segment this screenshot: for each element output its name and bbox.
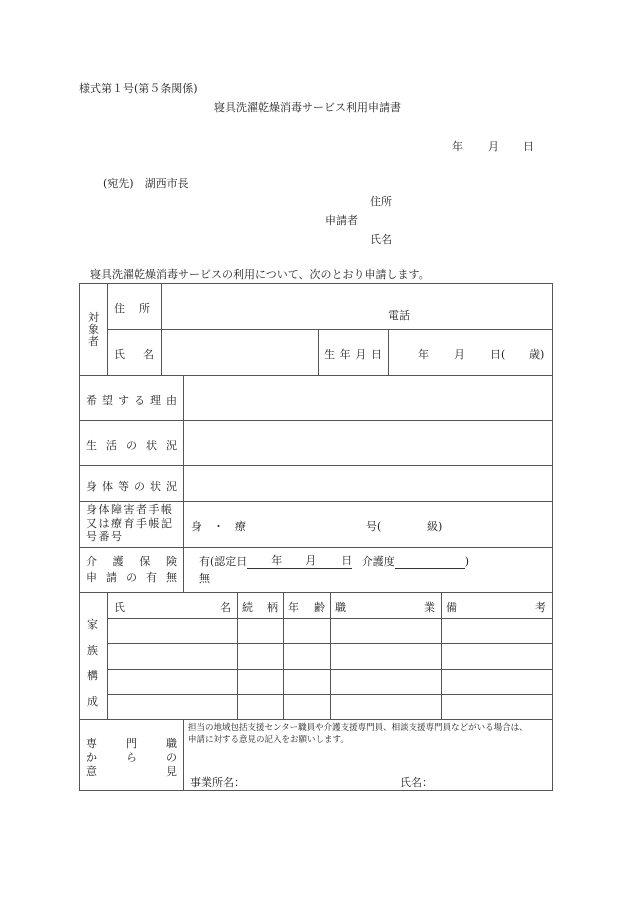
- table-row[interactable]: [108, 670, 552, 694]
- office-name-label: 事業所名：: [190, 776, 245, 789]
- family-header-relation: 続 柄: [242, 601, 278, 614]
- subject-address-label: 住 所: [114, 302, 150, 315]
- phone-label: 電話: [388, 309, 410, 322]
- family-header-name: 氏 名: [114, 601, 231, 614]
- applicant-label: 申請者: [325, 214, 358, 227]
- family-header-occupation: 職 業: [335, 601, 435, 614]
- age: 歳): [529, 348, 545, 361]
- family-header-remarks: 備 考: [446, 601, 546, 614]
- birth-month: 月: [454, 348, 465, 361]
- birth-year: 年: [418, 348, 429, 361]
- addressee: (宛先) 湖西市長: [103, 177, 189, 190]
- date-month: 月: [488, 140, 499, 153]
- living-field[interactable]: [184, 421, 552, 465]
- expert-note: 担当の地域包括支援センター職員や介護支援専門員、相談支援専門員などがいる場合は、 申請に対する意見の記入をお願いします。: [188, 723, 528, 745]
- insurance-yes: 有(認定日 年 月 日 介護度 ): [199, 554, 470, 568]
- body-field[interactable]: [184, 466, 552, 501]
- birth-date-label: 生 年 月 日: [324, 348, 382, 361]
- expert-label: 専 門 職 か ら の 意 見: [86, 737, 177, 778]
- insurance-no: 無: [199, 572, 210, 585]
- family-header-age: 年 齢: [288, 601, 325, 614]
- subject-name-field[interactable]: [162, 330, 318, 375]
- subject-name-label: 氏 名: [114, 348, 154, 361]
- birth-day: 日(: [490, 348, 506, 361]
- date-day: 日: [523, 140, 534, 153]
- care-level-field[interactable]: [395, 557, 465, 569]
- family-group-label: 家 族 構 成: [87, 618, 98, 708]
- expert-name-label: 氏名：: [400, 776, 433, 789]
- table-row[interactable]: [108, 644, 552, 669]
- handbook-number: 号(: [366, 520, 382, 533]
- insurance-label-line2: 申 請 の 有 無: [86, 571, 177, 584]
- handbook-grade: 級): [427, 520, 443, 533]
- handbook-label: 身体障害者手帳 又は療育手帳記 号番号: [86, 503, 174, 543]
- form-number: 様式第１号(第５条関係): [79, 82, 198, 95]
- insurance-label-line1: 介 護 保 険: [86, 555, 177, 568]
- applicant-name-label: 氏名: [370, 233, 392, 246]
- table-row[interactable]: [108, 695, 552, 719]
- subject-address-field[interactable]: [162, 284, 552, 329]
- reason-label: 希 望 す る 理 由: [86, 394, 177, 407]
- applicant-address-label: 住所: [370, 195, 392, 208]
- living-label: 生 活 の 状 況: [86, 439, 177, 452]
- subject-group-label: 対 象 者: [88, 311, 99, 348]
- form-title: 寝具洗濯乾燥消毒サービス利用申請書: [214, 101, 401, 114]
- reason-field[interactable]: [184, 376, 552, 420]
- table-row[interactable]: [108, 619, 552, 643]
- certification-date-field[interactable]: 年 月 日: [247, 557, 352, 569]
- body-label: 身 体 等 の 状 況: [86, 480, 177, 493]
- handbook-type: 身 ・ 療: [191, 520, 246, 533]
- intro-text: 寝具洗濯乾燥消毒サービスの利用について、次のとおり申請します。: [90, 268, 430, 281]
- date-year: 年: [452, 140, 463, 153]
- family-rows: [108, 619, 552, 719]
